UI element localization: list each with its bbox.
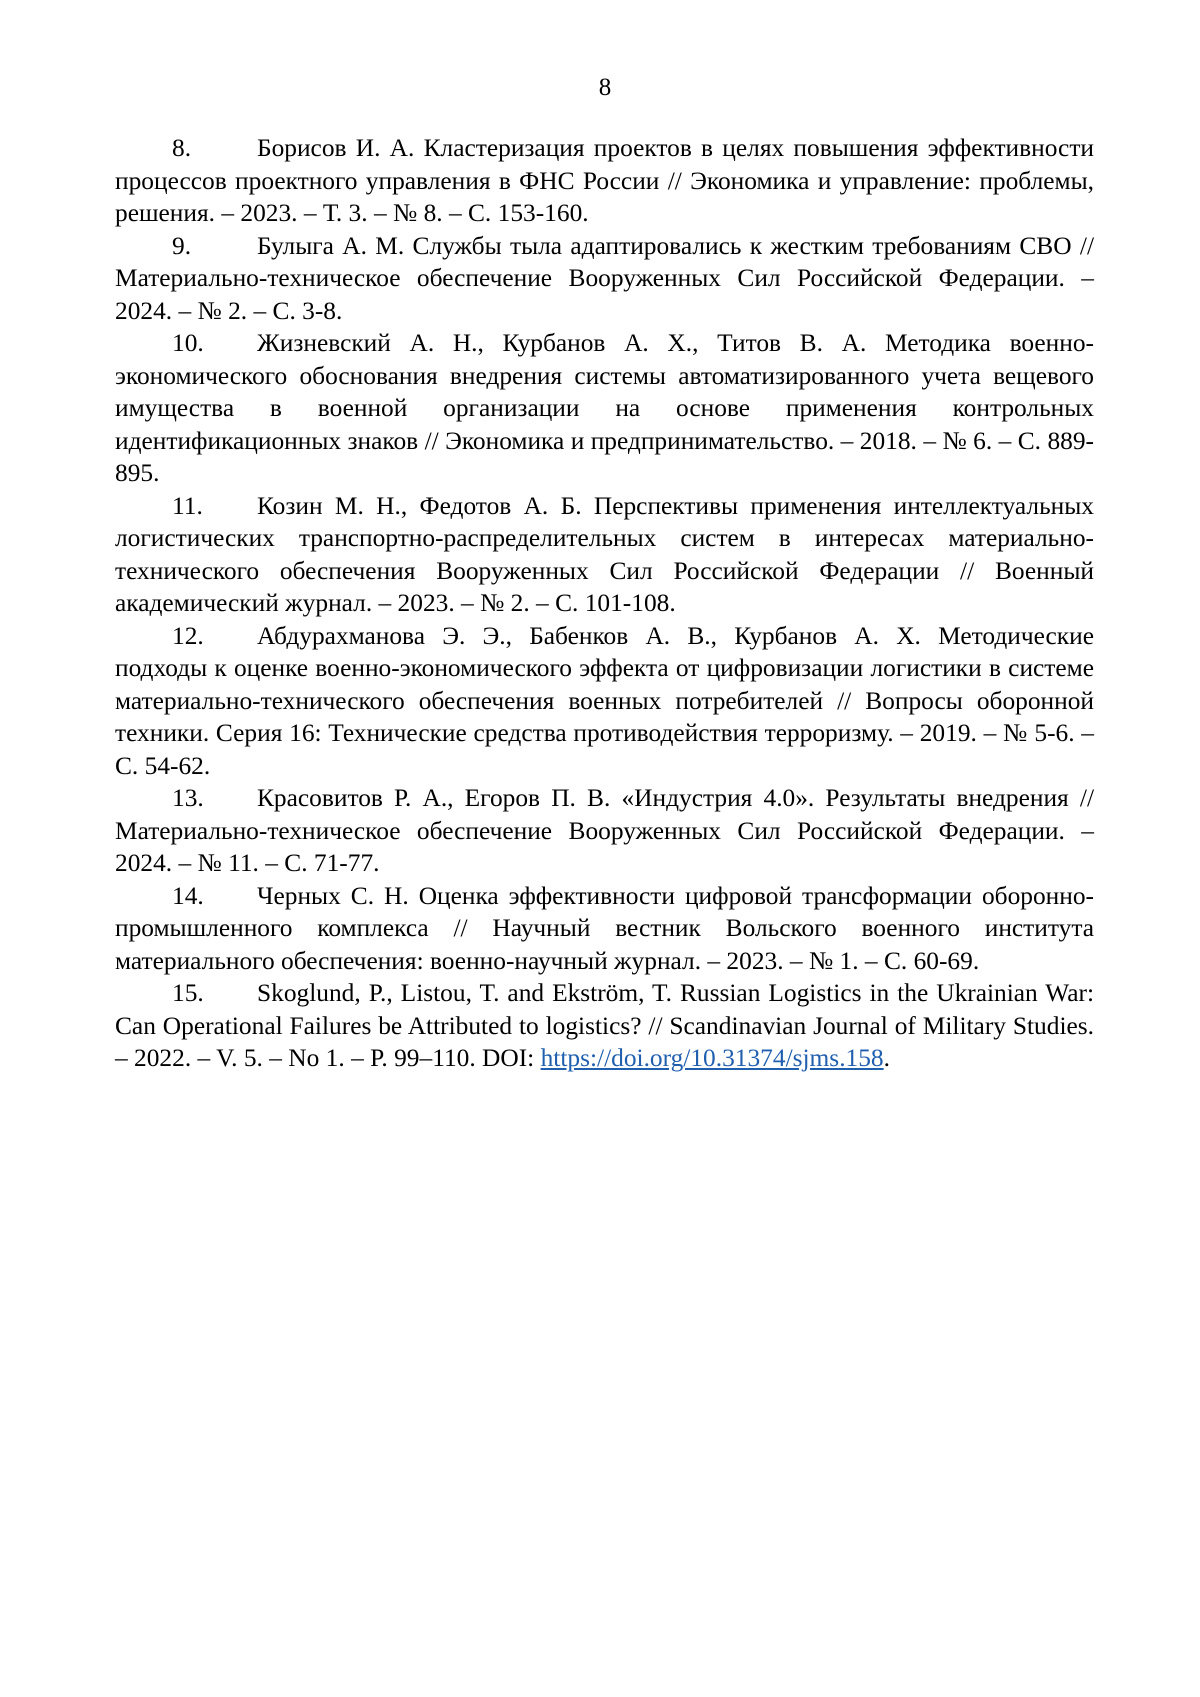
reference-item-14 xyxy=(115,880,1094,978)
reference-number: 12. xyxy=(172,621,204,650)
reference-item-8 xyxy=(115,132,1094,230)
reference-text: Булыга А. М. Службы тыла адаптировались к жестким требованиям СВО // Материально-техническое обеспечение Вооруженных Сил Российской Федерации. – 2024. – № 2. – С. 3-8. xyxy=(115,231,1094,325)
reference-text: Красовитов Р. А., Егоров П. В. «Индустрия 4.0». Результаты внедрения // Материально-техническое обеспечение Вооруженных Сил Российской Федерации. – 2024. – № 11. – С. 71-77. xyxy=(115,784,1094,877)
reference-number: 8. xyxy=(172,134,192,162)
reference-number: 15. xyxy=(172,979,204,1007)
reference-item-10 xyxy=(115,327,1094,490)
reference-item-11 xyxy=(115,490,1094,620)
reference-number: 13. xyxy=(172,784,204,812)
reference-text: Борисов И. А. Кластеризация проектов в целях повышения эффективности процессов проектного управления в ФНС России // Экономика и управление: проблемы, решения. – 2023. – Т. 3. – № 8. – С. 153-160. xyxy=(115,134,1094,227)
reference-item-12 xyxy=(115,620,1094,783)
doi-link[interactable]: https://doi.org/10.31374/sjms.158 xyxy=(540,1044,884,1072)
page-number: 8 xyxy=(598,74,612,101)
reference-number: 14. xyxy=(172,881,204,910)
reference-text: Козин М. Н., Федотов А. Б. Перспективы применения интеллектуальных логистических транспортно-распределительных систем в интересах материально-технического обеспечения Вооруженных Сил Российской Федерации // Военный академический журнал. – 2023. – № 2. – С. 101-108. xyxy=(115,491,1094,617)
reference-number: 10. xyxy=(172,329,204,357)
reference-list xyxy=(115,132,1094,1075)
reference-text: Черных С. Н. Оценка эффективности цифровой трансформации оборонно-промышленного комплекса // Научный вестник Вольского военного института материального обеспечения: военно-научный журнал. – 2023. – № 1. – С. 60-69. xyxy=(115,881,1094,975)
reference-item-15 xyxy=(115,977,1094,1075)
reference-number: 11. xyxy=(172,491,203,520)
reference-text: Skoglund, P., Listou, T. and Ekström, T. Russian Logistics in the Ukrainian War: Can Operational Failures be Attributed to logistics? // Scandinavian Journal of Military Studies. – 2022. – V. 5. – No 1. – P. 99–110. DOI: xyxy=(115,979,1094,1072)
reference-item-9 xyxy=(115,230,1094,328)
reference-text: Жизневский А. Н., Курбанов А. Х., Титов В. А. Методика военно-экономического обоснования внедрения системы автоматизированного учета вещевого имущества в военной организации на основе применения контрольных идентификационных знаков // Экономика и предпринимательство. – 2018. – № 6. – С. 889-895. xyxy=(115,329,1094,487)
reference-number: 9. xyxy=(172,231,192,260)
reference-text: Абдурахманова Э. Э., Бабенков А. В., Курбанов А. Х. Методические подходы к оценке военно-экономического эффекта от цифровизации логистики в системе материально-технического обеспечения военных потребителей // Вопросы оборонной техники. Серия 16: Технические средства противодействия терроризму. – 2019. – № 5-6. – С. 54-62. xyxy=(115,621,1094,780)
reference-item-13 xyxy=(115,782,1094,880)
reference-trailing-period: . xyxy=(883,1044,890,1072)
